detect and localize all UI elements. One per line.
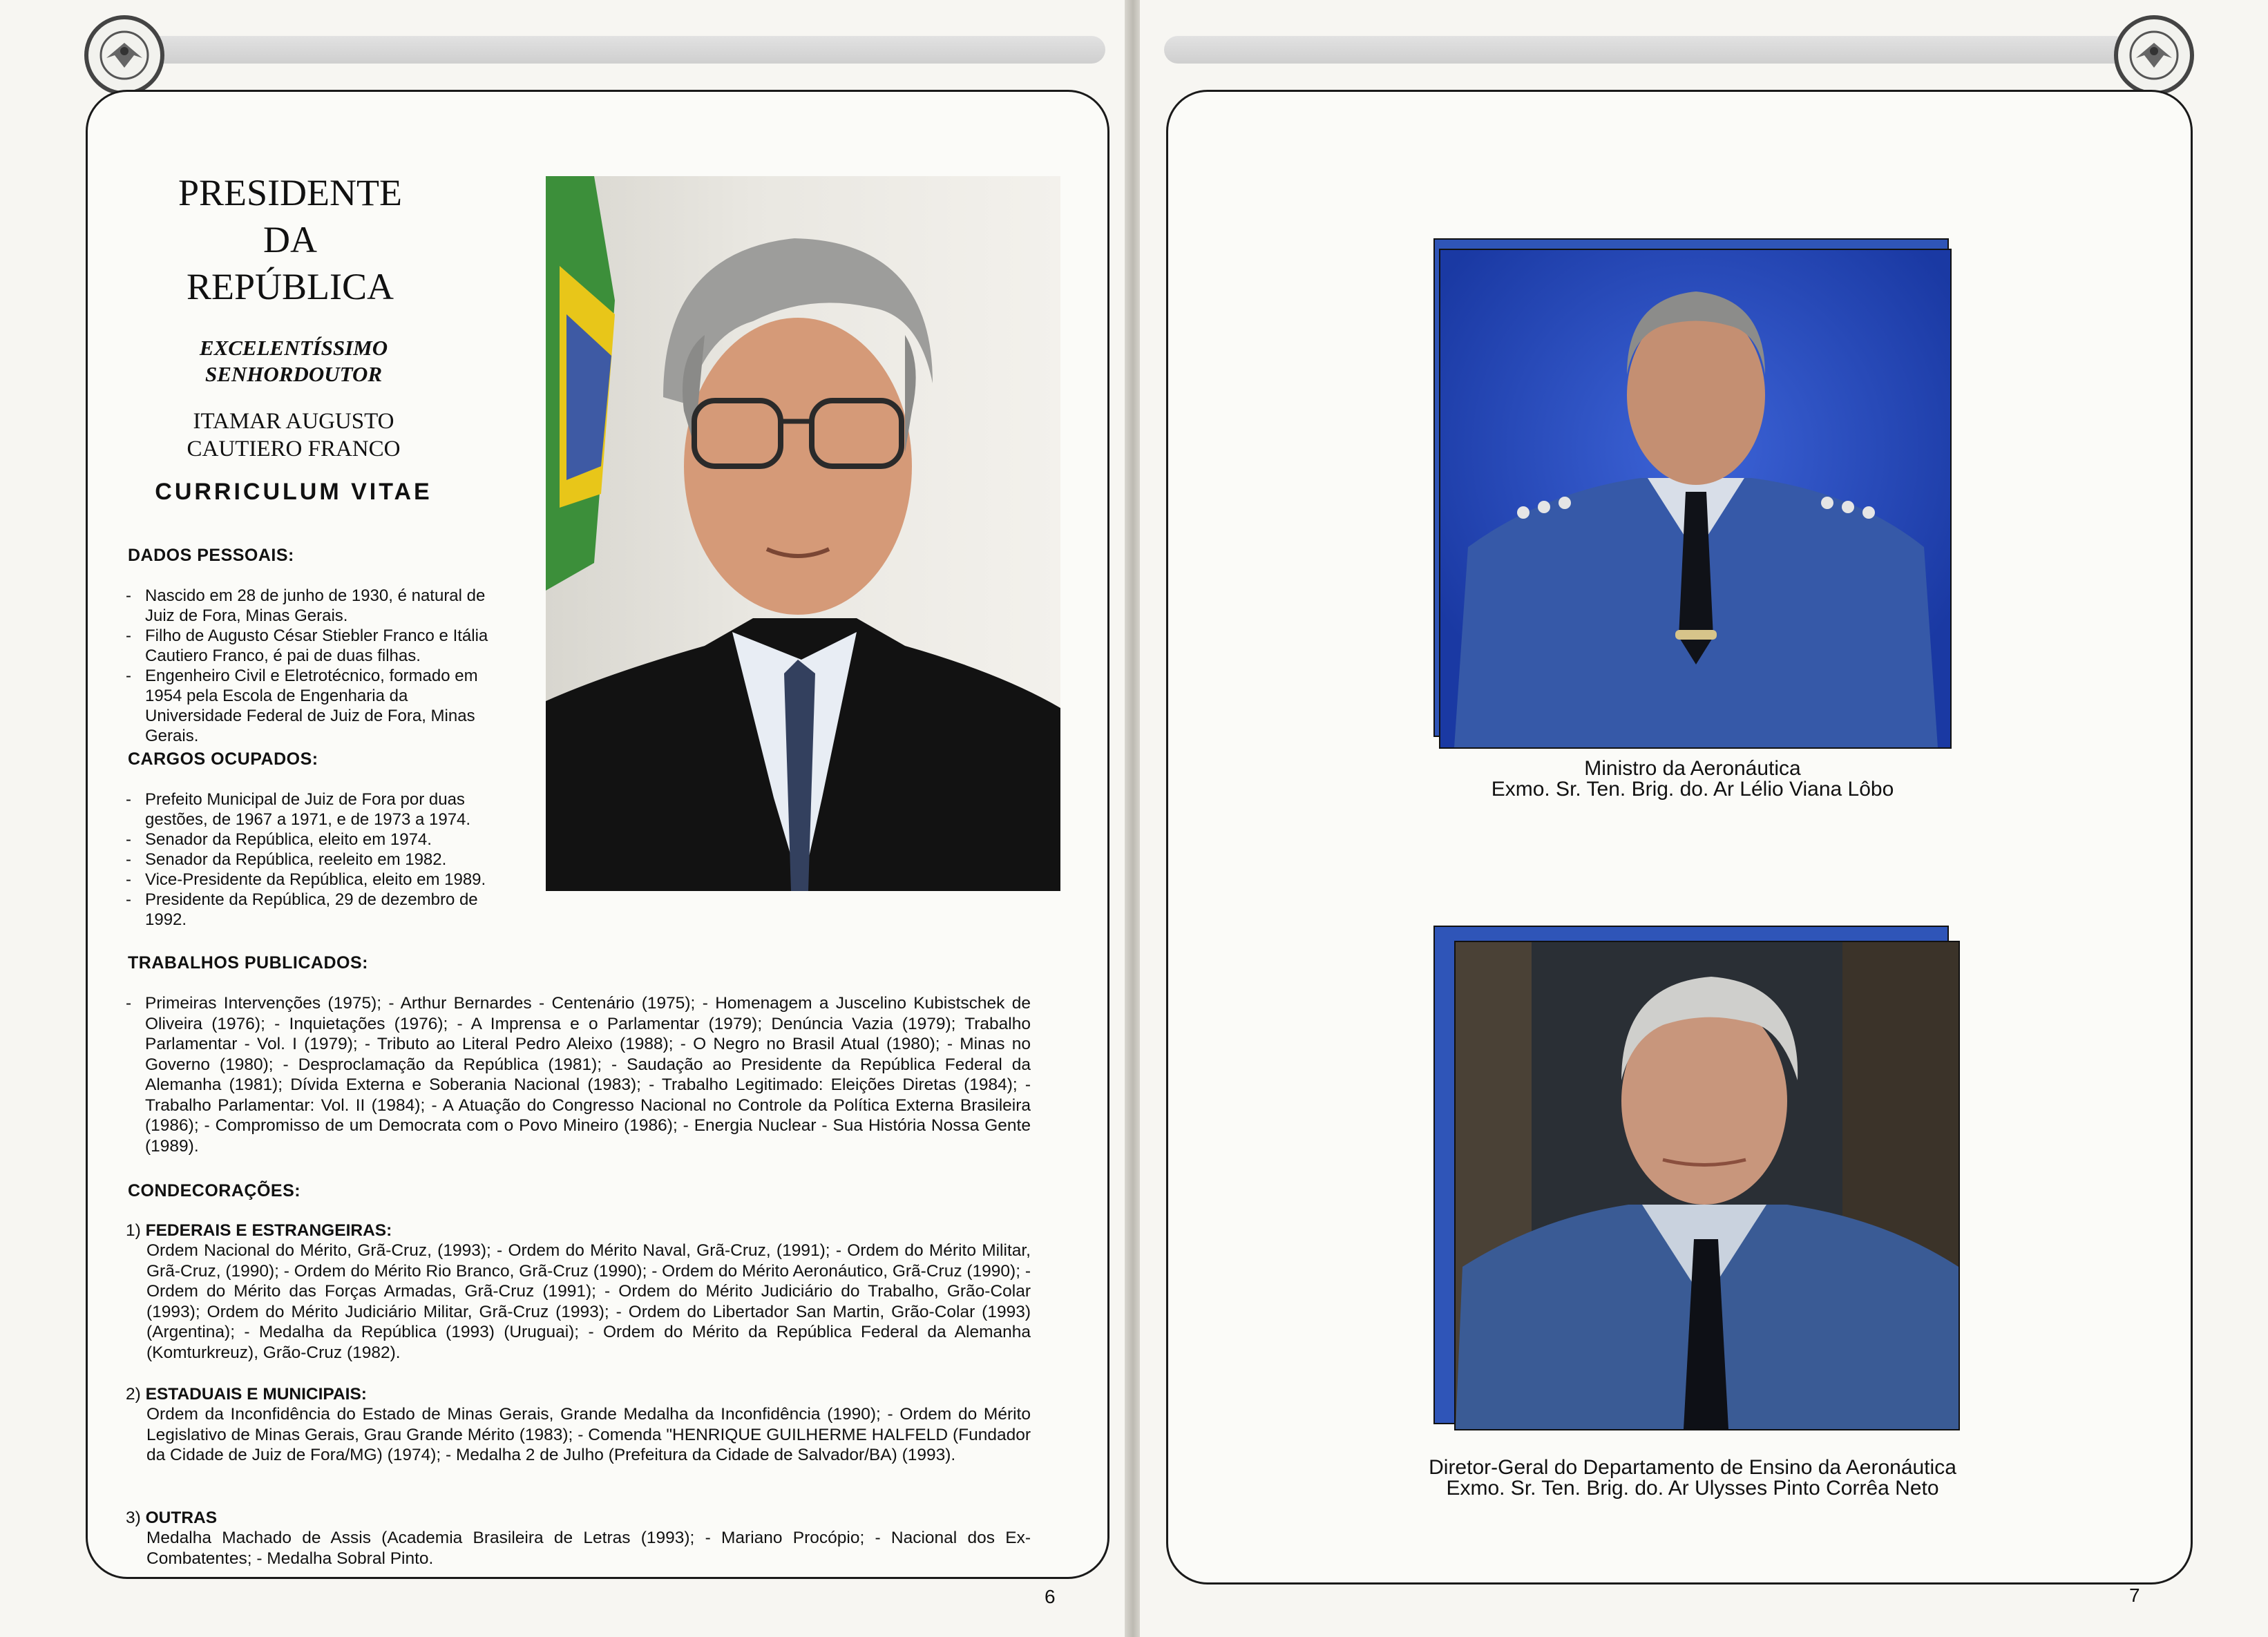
list-item: - Prefeito Municipal de Juiz de Fora por duas gestões, de 1967 a 1971, e de 1973 a 1974. — [126, 789, 504, 830]
president-name: ITAMAR AUGUSTO CAUTIERO FRANCO — [187, 409, 401, 461]
caption-1: Ministro da Aeronáutica Exmo. Sr. Ten. Brig. do. Ar Lélio Viana Lôbo — [1491, 757, 1894, 801]
list-item: - Vice-Presidente da República, eleito em 1989. — [126, 870, 504, 890]
minister-photo — [1439, 249, 1952, 749]
left-header-bar — [97, 36, 1105, 64]
list-item: - Senador da República, reeleito em 1982. — [126, 850, 504, 870]
caption-2: Diretor-Geral do Departamento de Ensino da Aeronáutica Exmo. Sr. Ten. Brig. do. Ar Ulysses Pinto Corrêa Neto — [1429, 1456, 1956, 1500]
left-page — [0, 0, 1126, 1637]
group-2-heading: 2) ESTADUAIS E MUNICIPAIS: — [126, 1385, 367, 1404]
cv-heading: CURRICULUM VITAE — [155, 479, 432, 505]
cargos-list — [126, 789, 504, 930]
page-number-left: 6 — [1045, 1586, 1056, 1607]
emblem-left-icon — [84, 15, 164, 95]
group-1-text: Ordem Nacional do Mérito, Grã-Cruz, (1993); - Ordem do Mérito Naval, Grã-Cruz, (1991); - Ordem do Mérito Militar, Grã-Cruz, (1990); - Ordem do Mérito Rio Branco, Grã-Cruz (1990); - Ordem do Mérito Aeronáutico, Grã-Cruz (1990); - Ordem do Mérito das Forças Armadas, Grã-Cruz (1991); - Ordem do Mérito Judiciário do Trabalho, Grão-Colar (1993); Ordem do Mérito Judiciário Militar, Grã-Cruz (1993); - Ordem do Libertador San Martin, Grão-Colar (1993) (Argentina); - Medalha da República (1993) (Uruguai); - Ordem do Mérito da República Federal da Alemanha (Komturkreuz), Grão-Cruz (1982). — [146, 1241, 1031, 1362]
list-item: - Nascido em 28 de junho de 1930, é natural de Juiz de Fora, Minas Gerais. — [126, 586, 504, 626]
emblem-right-icon — [2114, 15, 2194, 95]
right-header-bar — [1164, 36, 2128, 64]
president-photo — [546, 176, 1060, 891]
section-heading-trabalhos: TRABALHOS PUBLICADOS: — [128, 953, 368, 973]
list-item: - Engenheiro Civil e Eletrotécnico, formado em 1954 pela Escola de Engenharia da Universidade Federal de Juiz de Fora, Minas Gerais. — [126, 666, 504, 746]
trabalhos-text: - Primeiras Intervenções (1975); - Arthur Bernardes - Centenário (1975); - Homenagem a Juscelino Kubistschek de Oliveira (1976); - Inquietações (1976); - A Imprensa e o Parlamentar (1979); Denúncia Vazia (1979); Trabalho Parlamentar - Vol. I (1979); - Tributo ao Literal Pedro Aleixo (1988); - O Negro no Brasil Atual (1980); - Minas no Governo (1980); - Desproclamação da República (1981); - Saudação ao Presidente da República Federal da Alemanha (1981); Dívida Externa e Soberania Nacional (1983); - Trabalho Legitimado: Eleições Diretas (1984); - Trabalho Parlamentar: Vol. II (1984); - A Atuação do Congresso Nacional no Controle da Política Externa Brasileira (1986); - Compromisso de um Democrata com o Povo Mineiro (1986); - Energia Nuclear - Sua História Nossa Gente (1989). — [126, 993, 1031, 1156]
group-1-heading: 1) FEDERAIS E ESTRANGEIRAS: — [126, 1221, 392, 1240]
page-title: PRESIDENTE DA REPÚBLICA — [178, 172, 402, 307]
honorific: EXCELENTÍSSIMO SENHORDOUTOR — [199, 336, 388, 386]
section-heading-condecoracoes: CONDECORAÇÕES: — [128, 1181, 301, 1200]
book-gutter — [1125, 0, 1141, 1637]
list-item: - Senador da República, eleito em 1974. — [126, 830, 504, 850]
group-2-text: Ordem da Inconfidência do Estado de Minas Gerais, Grande Medalha da Inconfidência (1990); - Ordem do Mérito Legislativo de Minas Gerais, Grau Grande Mérito (1983); - Comenda "HENRIQUE GUILHERME HALFELD (Fundador da Cidade de Juiz de Fora/MG) (1974); - Medalha 2 de Julho (Prefeitura da Cidade de Salvador/BA) (1993). — [146, 1405, 1031, 1464]
dados-list — [126, 586, 504, 746]
list-item: - Presidente da República, 29 de dezembro de 1992. — [126, 890, 504, 930]
director-photo — [1454, 941, 1960, 1430]
page-number-right: 7 — [2129, 1585, 2140, 1606]
right-page — [1140, 0, 2268, 1637]
section-heading-cargos: CARGOS OCUPADOS: — [128, 749, 318, 769]
group-3-text: Medalha Machado de Assis (Academia Brasileira de Letras (1993); - Mariano Procópio; - Nacional dos Ex-Combatentes; - Medalha Sobral Pinto. — [146, 1529, 1031, 1568]
group-3-heading: 3) OUTRAS — [126, 1509, 218, 1527]
list-item: - Filho de Augusto César Stiebler Franco e Itália Cautiero Franco, é pai de duas filhas. — [126, 626, 504, 666]
section-heading-dados: DADOS PESSOAIS: — [128, 546, 294, 565]
